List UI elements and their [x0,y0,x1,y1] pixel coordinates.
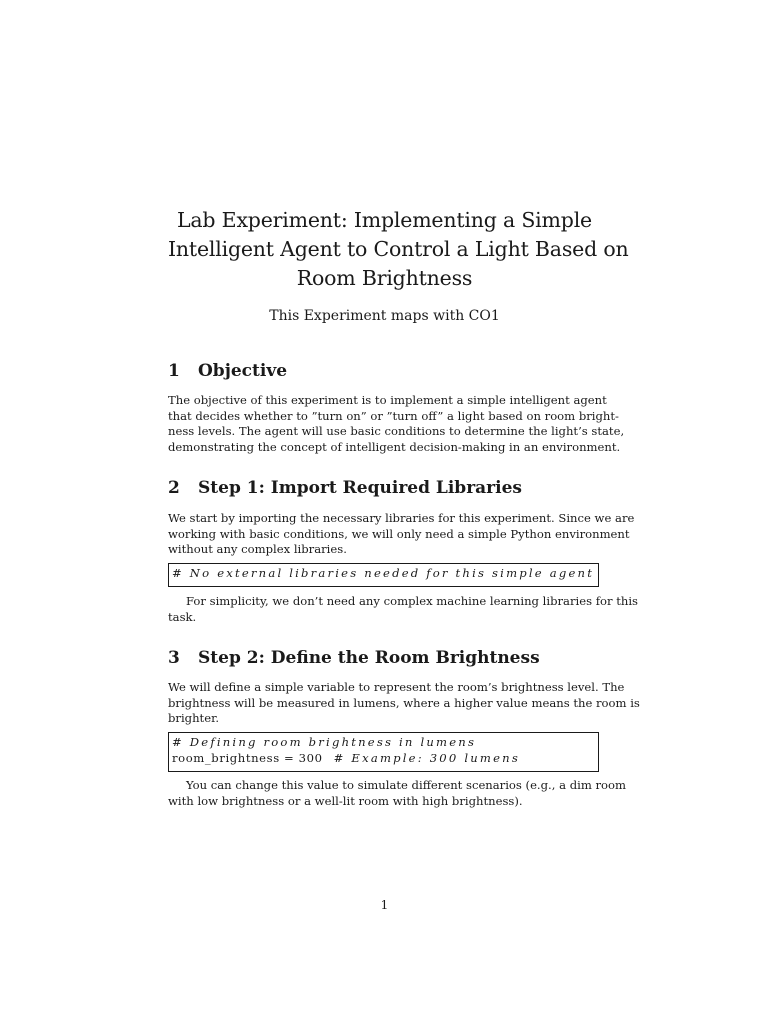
code-line [172,750,594,766]
section-title: Step 1: Import Required Libraries [198,478,522,498]
paragraph-line: The objective of this experiment is to implement a simple intelligent agent [168,393,607,407]
code-block-brightness [168,732,599,772]
paragraph-line: For simplicity, we don’t need any complex machine learning libraries for this [186,594,638,608]
section-number: 3 [168,648,180,668]
code-block-libraries [168,563,599,587]
paragraph-line: task. [168,609,197,624]
code-statement: room_brightness = 300 [172,751,323,765]
section-heading-import-libraries [168,477,601,499]
section-number: 2 [168,478,180,498]
section-title: Step 2: Define the Room Brightness [198,648,540,668]
paragraph-line: working with basic conditions, we will only need a simple Python environment [168,526,630,541]
paragraph-line: We start by importing the necessary libraries for this experiment. Since we are [168,511,635,525]
paragraph-line: that decides whether to ”turn on” or ”turn off” a light based on room bright- [168,408,619,423]
code-comment: # No external libraries needed for this simple agent [172,566,595,580]
paragraph-line: demonstrating the concept of intelligent decision-making in an environment. [168,439,621,454]
paragraph-line: You can change this value to simulate different scenarios (e.g., a dim room [186,778,627,792]
document-subtitle: This Experiment maps with CO1 [269,308,500,324]
title-line: Lab Experiment: Implementing a Simple [177,208,592,232]
room-brightness-paragraph [168,680,640,727]
code-inline-comment: # Example: 300 lumens [333,751,520,765]
libraries-note-paragraph [168,594,638,625]
code-comment: # Defining room brightness in lumens [172,735,477,749]
section-heading-objective [168,360,601,382]
section-number: 1 [168,361,180,381]
page-number: 1 [380,898,389,912]
title-line: Room Brightness [296,266,473,290]
document-title [168,206,629,293]
section-heading-room-brightness [168,647,601,669]
paragraph-line: brighter. [168,711,220,726]
paragraph-line: ness levels. The agent will use basic conditions to determine the light’s state, [168,424,625,439]
document-page [168,0,640,1024]
paragraph-line: brightness will be measured in lumens, where a higher value means the room is [168,695,640,710]
paragraph-line: We will define a simple variable to represent the room’s brightness level. The [168,680,625,694]
import-libraries-paragraph [168,511,635,558]
objective-paragraph [168,393,625,455]
brightness-note-paragraph [168,778,627,809]
paragraph-line: with low brightness or a well-lit room with high brightness). [168,793,523,808]
paragraph-line: without any complex libraries. [168,542,347,557]
title-line: Intelligent Agent to Control a Light Based on [168,237,629,261]
section-title: Objective [198,361,288,381]
